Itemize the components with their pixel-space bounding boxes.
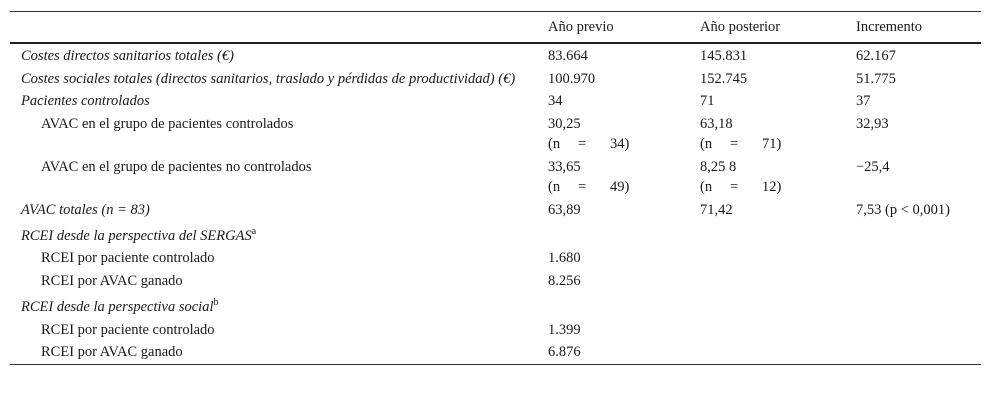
cost-effectiveness-table (10, 11, 981, 365)
cell-value (536, 156, 688, 199)
value: 33,65 (548, 158, 581, 175)
cell-value: −25,4 (856, 158, 890, 175)
results-table-container (10, 11, 981, 365)
row-label: Costes directos sanitarios totales (€) (21, 48, 234, 64)
row-label: AVAC en el grupo de pacientes no controlados (41, 158, 312, 175)
section-title: RCEI desde la perspectiva social (21, 299, 214, 316)
n-label: (n (548, 136, 561, 152)
table-row (10, 113, 981, 156)
n-value: 71 (762, 136, 777, 152)
n-value: 34 (610, 136, 625, 152)
footnote-marker: b (213, 297, 219, 309)
cell-value: 8.256 (548, 272, 581, 289)
equals-sign: = (578, 136, 587, 152)
n-label: (n (700, 136, 713, 152)
cell-value: 6.876 (548, 344, 581, 361)
sample-size (548, 134, 632, 155)
sample-size (700, 134, 784, 155)
header-incremento: Incremento (856, 18, 923, 35)
cell-value: 71,42 (700, 201, 733, 218)
equals-sign: = (730, 179, 739, 195)
cell-value: 145.831 (700, 48, 748, 64)
value: 63,18 (700, 115, 733, 132)
table-row (10, 292, 981, 318)
header-anio-previo: Año previo (548, 18, 614, 35)
cell-value: 152.745 (700, 70, 748, 87)
cell-value: 37 (856, 93, 871, 109)
row-label: RCEI por AVAC ganado (41, 272, 183, 289)
row-label: RCEI por paciente controlado (41, 321, 215, 338)
n-value: 12 (762, 179, 777, 195)
n-label: (n (548, 179, 561, 195)
header-empty (10, 12, 536, 44)
sample-size (700, 177, 784, 198)
cell-value: 62.167 (856, 48, 896, 64)
close-paren: ) (776, 179, 782, 195)
cell-value: 63,89 (548, 201, 581, 218)
cell-value: 1.680 (548, 250, 581, 267)
cell-value (688, 113, 844, 156)
cell-value: 100.970 (548, 70, 596, 87)
table-row (10, 319, 981, 342)
equals-sign: = (578, 179, 587, 195)
cell-value (688, 156, 844, 199)
row-label: Costes sociales totales (directos sanitarios, traslado y pérdidas de productividad) (€) (21, 70, 516, 87)
row-label: RCEI por paciente controlado (41, 250, 215, 267)
row-label: AVAC totales (n = 83) (21, 201, 150, 218)
n-value: 49 (610, 179, 625, 195)
table-row (10, 247, 981, 270)
n-label: (n (700, 179, 713, 195)
value: 30,25 (548, 115, 581, 132)
table-row (10, 270, 981, 293)
cell-value: 32,93 (856, 115, 889, 132)
row-label (10, 292, 536, 318)
table-row (10, 199, 981, 222)
close-paren: ) (624, 179, 630, 195)
table-row (10, 341, 981, 364)
table-row (10, 43, 981, 68)
sample-size (548, 177, 632, 198)
table-header-row (10, 12, 981, 44)
cell-value: 71 (700, 93, 715, 109)
section-title: RCEI desde la perspectiva del SERGAS (21, 227, 252, 244)
cell-value: 51.775 (856, 70, 896, 87)
row-label: Pacientes controlados (21, 93, 150, 109)
equals-sign: = (730, 136, 739, 152)
cell-value: 34 (548, 93, 563, 109)
close-paren: ) (776, 136, 782, 152)
cell-value: 83.664 (548, 48, 588, 64)
footnote-marker: a (251, 226, 257, 237)
cell-value (536, 113, 688, 156)
header-anio-posterior: Año posterior (700, 18, 781, 35)
row-label: AVAC en el grupo de pacientes controlados (41, 115, 294, 132)
cell-value: 7,53 (p < 0,001) (856, 201, 950, 218)
table-row (10, 90, 981, 113)
value: 8,25 8 (700, 158, 737, 175)
row-label (10, 221, 536, 247)
table-row (10, 68, 981, 91)
cell-value: 1.399 (548, 321, 581, 338)
close-paren: ) (624, 136, 630, 152)
table-row (10, 156, 981, 199)
row-label: RCEI por AVAC ganado (41, 344, 183, 361)
table-row (10, 221, 981, 247)
